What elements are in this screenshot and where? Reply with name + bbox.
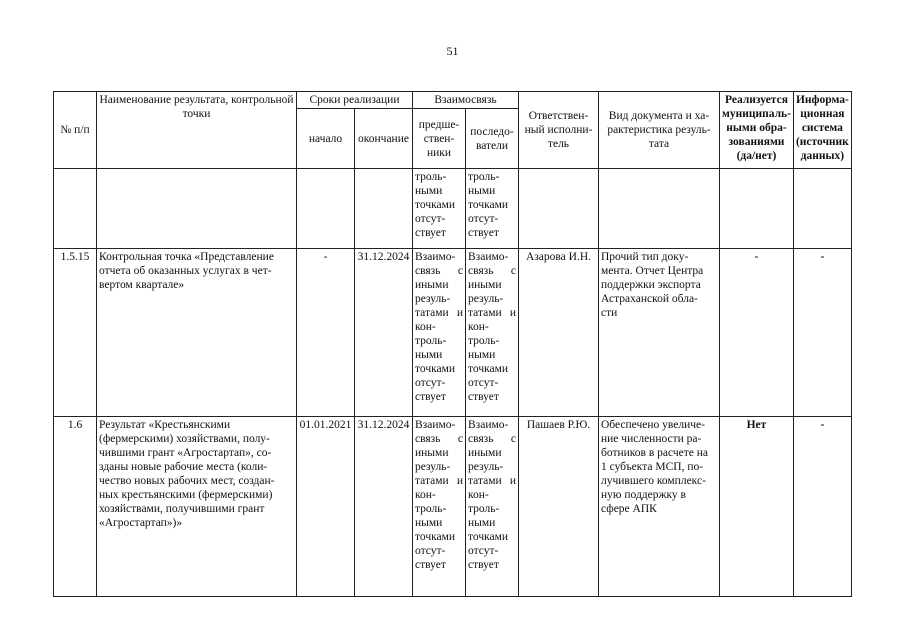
text-line: ными: [415, 185, 443, 197]
text-line: троль-: [468, 171, 500, 183]
row-info-system: [793, 169, 851, 249]
page-number: 51: [446, 44, 459, 58]
text-line: данных): [800, 150, 845, 162]
text-line: ный исполни-: [524, 124, 593, 136]
text-line: кон-: [415, 489, 436, 501]
text-line: иными: [468, 279, 502, 291]
row-successors: [466, 417, 519, 597]
text-line: тата: [648, 138, 670, 150]
row-successors: [466, 249, 519, 417]
text-line: 1 субъекта МСП, по-: [601, 461, 704, 473]
row-predecessors: [413, 417, 466, 597]
text-line: резуль-: [468, 461, 504, 473]
text-line: зданы новые рабочие места (коли-: [99, 461, 268, 473]
text-line: ными: [468, 517, 496, 529]
text-line: лучившего комплекс-: [601, 475, 706, 487]
text-line: ники: [426, 146, 452, 159]
text-line: чившими грант «Агростартап», со-: [99, 447, 272, 459]
table-row: [54, 169, 852, 249]
text-line: татами и: [415, 307, 463, 319]
row-name: [97, 417, 297, 597]
text-line: ными: [415, 517, 443, 529]
row-end: [355, 169, 413, 249]
text-line: резуль-: [415, 293, 451, 305]
text-line: ными: [415, 349, 443, 361]
text-line: (источник: [795, 136, 849, 148]
text-line: ствует: [415, 391, 446, 403]
text-line: муниципаль-: [722, 108, 791, 120]
header-predecessors: [413, 109, 466, 169]
text-line: ствует: [468, 391, 499, 403]
row-doc-type: [599, 417, 720, 597]
row-num: 1.6: [54, 417, 97, 597]
row-end: 31.12.2024: [355, 417, 413, 597]
text-line: точками: [415, 363, 456, 375]
header-successors: [466, 109, 519, 169]
row-info-system: -: [793, 417, 851, 597]
row-start: [297, 169, 355, 249]
text-line: связь с: [468, 433, 516, 445]
text-line: отчета об оказанных услугах в чет-: [99, 265, 272, 277]
text-line: система: [801, 122, 843, 134]
text-line: мента. Отчет Центра: [601, 265, 704, 277]
row-name: [97, 249, 297, 417]
row-predecessors: [413, 249, 466, 417]
row-start: 01.01.2021: [297, 417, 355, 597]
row-responsible: [519, 169, 599, 249]
text-line: Контрольная точка «Представление: [99, 251, 274, 263]
text-line: (да/нет): [736, 150, 777, 162]
text-line: отсут-: [415, 377, 446, 389]
text-line: рактеристика резуль-: [607, 124, 711, 136]
row-doc-type: [599, 249, 720, 417]
text-line: отсут-: [468, 213, 499, 225]
text-line: Вид документа и ха-: [608, 110, 710, 122]
header-deadlines: Сроки реализации: [297, 92, 413, 109]
text-line: Астраханской обла-: [601, 293, 698, 305]
text-line: ствует: [415, 227, 446, 239]
text-line: Взаимо-: [468, 251, 509, 263]
text-line: иными: [468, 447, 502, 459]
text-line: ствует: [468, 559, 499, 571]
header-end: окончание: [355, 109, 413, 169]
row-num: 1.5.15: [54, 249, 97, 417]
text-line: Ответствен-: [528, 110, 589, 122]
table-row: [54, 249, 852, 417]
header-name: Наименование результата, контрольной точки: [97, 92, 297, 169]
row-municipal: [720, 169, 794, 249]
text-line: ватели: [475, 139, 509, 152]
text-line: троль-: [415, 171, 447, 183]
row-num: [54, 169, 97, 249]
text-line: связь с: [415, 433, 463, 445]
text-line: резуль-: [468, 293, 504, 305]
text-line: точками: [468, 363, 509, 375]
row-responsible: Азарова И.Н.: [519, 249, 599, 417]
text-line: отсут-: [415, 213, 446, 225]
text-line: ционная: [800, 108, 845, 120]
text-line: ствует: [415, 559, 446, 571]
text-line: (фермерскими) хозяйствами, полу-: [99, 433, 270, 445]
header-municipal: [720, 92, 794, 169]
text-line: кон-: [415, 321, 436, 333]
header-info-system: [793, 92, 851, 169]
text-line: точками: [415, 199, 456, 211]
text-line: отсут-: [415, 545, 446, 557]
text-line: Результат «Крестьянскими: [99, 419, 231, 431]
row-start: -: [297, 249, 355, 417]
text-line: точками: [415, 531, 456, 543]
header-relation: Взаимосвязь: [413, 92, 519, 109]
text-line: резуль-: [415, 461, 451, 473]
text-line: поддержки экспорта: [601, 279, 701, 291]
text-line: сфере АПК: [601, 503, 657, 515]
text-line: отсут-: [468, 545, 499, 557]
text-line: Информа-: [795, 94, 849, 106]
row-responsible: Пашаев Р.Ю.: [519, 417, 599, 597]
results-table: [53, 91, 852, 597]
text-line: связь с: [415, 265, 463, 277]
text-line: татами и: [468, 475, 516, 487]
text-line: тель: [547, 138, 570, 150]
text-line: троль-: [468, 335, 500, 347]
text-line: ными: [468, 349, 496, 361]
header-start: начало: [297, 109, 355, 169]
text-line: предше-: [418, 118, 460, 131]
text-line: ствует: [468, 227, 499, 239]
text-line: татами и: [415, 475, 463, 487]
text-line: ную поддержку в: [601, 489, 686, 501]
row-doc-type: [599, 169, 720, 249]
text-line: сти: [601, 307, 618, 319]
text-line: точками: [468, 199, 509, 211]
text-line: Прочий тип доку-: [601, 251, 689, 263]
text-line: ботников в расчете на: [601, 447, 709, 459]
row-successors: [466, 169, 519, 249]
text-line: «Агростартап»)»: [99, 517, 183, 529]
text-line: чество новых рабочих мест, создан-: [99, 475, 275, 487]
text-line: ствен-: [423, 132, 455, 145]
text-line: Обеспечено увеличе-: [601, 419, 705, 431]
text-line: последо-: [470, 125, 514, 138]
row-municipal: -: [720, 249, 794, 417]
text-line: ных крестьянскими (фермерскими): [99, 489, 273, 501]
text-line: Взаимо-: [415, 419, 456, 431]
text-line: татами и: [468, 307, 516, 319]
header-num: № п/п: [54, 92, 97, 169]
text-line: кон-: [468, 489, 489, 501]
text-line: иными: [415, 447, 449, 459]
text-line: связь с: [468, 265, 516, 277]
text-line: Взаимо-: [415, 251, 456, 263]
text-line: хозяйствами, получившими грант: [99, 503, 265, 515]
row-end: 31.12.2024: [355, 249, 413, 417]
text-line: ными обра-: [726, 122, 787, 134]
text-line: вертом квартале»: [99, 279, 185, 291]
text-line: иными: [415, 279, 449, 291]
text-line: Реализуется: [725, 94, 788, 106]
header-doc-type: [599, 92, 720, 169]
text-line: троль-: [415, 335, 447, 347]
row-municipal: Нет: [720, 417, 794, 597]
header-responsible: [519, 92, 599, 169]
text-line: ными: [468, 185, 496, 197]
text-line: кон-: [468, 321, 489, 333]
text-line: троль-: [415, 503, 447, 515]
text-line: зованиями: [728, 136, 785, 148]
text-line: точками: [468, 531, 509, 543]
text-line: Взаимо-: [468, 419, 509, 431]
text-line: троль-: [468, 503, 500, 515]
text-line: ние численности ра-: [601, 433, 702, 445]
text-line: отсут-: [468, 377, 499, 389]
row-predecessors: [413, 169, 466, 249]
table-row: [54, 417, 852, 597]
row-name: [97, 169, 297, 249]
row-info-system: -: [793, 249, 851, 417]
